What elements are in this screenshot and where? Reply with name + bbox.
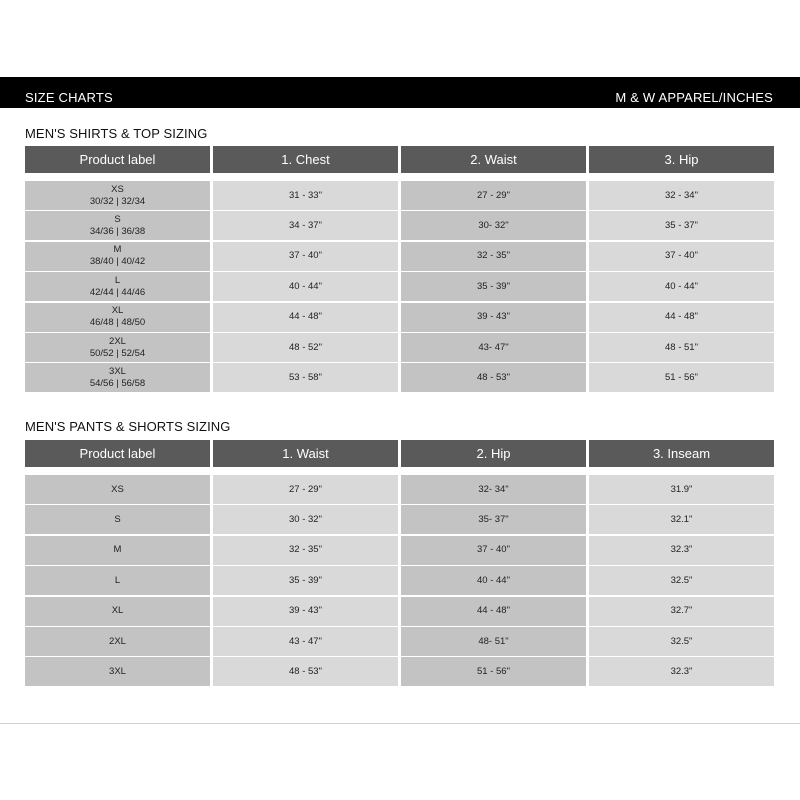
size-sublabel: 54/56 | 56/58 (89, 377, 146, 389)
hip-cell: 35- 37" (401, 505, 586, 534)
table-row (25, 475, 774, 504)
hip-cell: 37 - 40" (589, 242, 774, 271)
size-label: S (114, 213, 121, 225)
table-row (25, 333, 774, 362)
size-label: XL (111, 605, 124, 617)
waist-cell: 43 - 47" (213, 627, 398, 656)
inseam-cell: 32.3" (589, 536, 774, 565)
size-label: S (114, 513, 121, 525)
chest-cell: 44 - 48" (213, 303, 398, 332)
size-label-cell (25, 272, 210, 301)
waist-cell: 27 - 29" (401, 181, 586, 210)
size-sublabel: 30/32 | 32/34 (89, 195, 146, 207)
chest-cell: 31 - 33" (213, 181, 398, 210)
column-header: 2. Waist (401, 146, 586, 173)
header-subtitle: M & W APPAREL/INCHES (615, 90, 773, 105)
size-sublabel: 50/52 | 52/54 (89, 347, 146, 359)
size-label: L (114, 574, 121, 586)
table-row (25, 363, 774, 392)
waist-cell: 43- 47" (401, 333, 586, 362)
hip-cell: 37 - 40" (401, 536, 586, 565)
size-label: M (113, 544, 122, 556)
waist-cell: 48 - 53" (401, 363, 586, 392)
size-label-cell (25, 566, 210, 595)
column-header: 3. Inseam (589, 440, 774, 467)
inseam-cell: 32.1" (589, 505, 774, 534)
chest-cell: 34 - 37" (213, 211, 398, 240)
header-bar (0, 77, 800, 108)
size-label: L (114, 274, 121, 286)
table-row (25, 303, 774, 332)
header-title: SIZE CHARTS (25, 90, 113, 105)
column-header: 1. Chest (213, 146, 398, 173)
waist-cell: 39 - 43" (213, 597, 398, 626)
table-row (25, 536, 774, 565)
waist-cell: 35 - 39" (213, 566, 398, 595)
table-row (25, 211, 774, 240)
waist-cell: 48 - 53" (213, 657, 398, 686)
inseam-cell: 32.5" (589, 627, 774, 656)
table-row (25, 627, 774, 656)
chest-cell: 53 - 58" (213, 363, 398, 392)
size-label-cell (25, 597, 210, 626)
size-label: XS (111, 483, 124, 495)
size-sublabel: 34/36 | 36/38 (89, 225, 146, 237)
chest-cell: 37 - 40" (213, 242, 398, 271)
size-sublabel: 42/44 | 44/46 (89, 286, 146, 298)
size-label: 3XL (109, 665, 126, 677)
table-row (25, 242, 774, 271)
inseam-cell: 32.7" (589, 597, 774, 626)
size-label-cell (25, 657, 210, 686)
hip-cell: 48 - 51" (589, 333, 774, 362)
hip-cell: 48- 51" (401, 627, 586, 656)
hip-cell: 40 - 44" (589, 272, 774, 301)
hip-cell: 44 - 48" (589, 303, 774, 332)
waist-cell: 35 - 39" (401, 272, 586, 301)
inseam-cell: 32.3" (589, 657, 774, 686)
table-header (25, 440, 774, 467)
waist-cell: 27 - 29" (213, 475, 398, 504)
size-label-cell (25, 181, 210, 210)
bottom-divider (0, 723, 800, 724)
hip-cell: 51 - 56" (401, 657, 586, 686)
size-label-cell (25, 363, 210, 392)
inseam-cell: 32.5" (589, 566, 774, 595)
size-label-cell (25, 475, 210, 504)
table-row (25, 597, 774, 626)
hip-cell: 32 - 34" (589, 181, 774, 210)
hip-cell: 40 - 44" (401, 566, 586, 595)
waist-cell: 39 - 43" (401, 303, 586, 332)
table-row (25, 272, 774, 301)
hip-cell: 32- 34" (401, 475, 586, 504)
table-header (25, 146, 774, 173)
size-label: 2XL (109, 335, 126, 347)
hip-cell: 35 - 37" (589, 211, 774, 240)
waist-cell: 32 - 35" (401, 242, 586, 271)
size-label-cell (25, 505, 210, 534)
size-label-cell (25, 333, 210, 362)
column-header: Product label (25, 440, 210, 467)
hip-cell: 51 - 56" (589, 363, 774, 392)
column-header: 3. Hip (589, 146, 774, 173)
table-row (25, 657, 774, 686)
size-label-cell (25, 242, 210, 271)
table-row (25, 505, 774, 534)
hip-cell: 44 - 48" (401, 597, 586, 626)
size-label: 3XL (109, 365, 126, 377)
chest-cell: 40 - 44" (213, 272, 398, 301)
waist-cell: 30 - 32" (213, 505, 398, 534)
waist-cell: 32 - 35" (213, 536, 398, 565)
size-sublabel: 38/40 | 40/42 (89, 256, 146, 268)
size-sublabel: 46/48 | 48/50 (89, 317, 146, 329)
table-row (25, 181, 774, 210)
column-header: 2. Hip (401, 440, 586, 467)
chest-cell: 48 - 52" (213, 333, 398, 362)
pants-section-title: MEN'S PANTS & SHORTS SIZING (25, 419, 231, 434)
size-label: XL (111, 305, 124, 317)
size-label-cell (25, 627, 210, 656)
size-label-cell (25, 303, 210, 332)
inseam-cell: 31.9" (589, 475, 774, 504)
waist-cell: 30- 32" (401, 211, 586, 240)
shirts-section-title: MEN'S SHIRTS & TOP SIZING (25, 126, 208, 141)
size-label: 2XL (109, 635, 126, 647)
size-label: M (113, 244, 122, 256)
column-header: Product label (25, 146, 210, 173)
size-label-cell (25, 211, 210, 240)
table-row (25, 566, 774, 595)
column-header: 1. Waist (213, 440, 398, 467)
size-label-cell (25, 536, 210, 565)
size-label: XS (111, 183, 124, 195)
